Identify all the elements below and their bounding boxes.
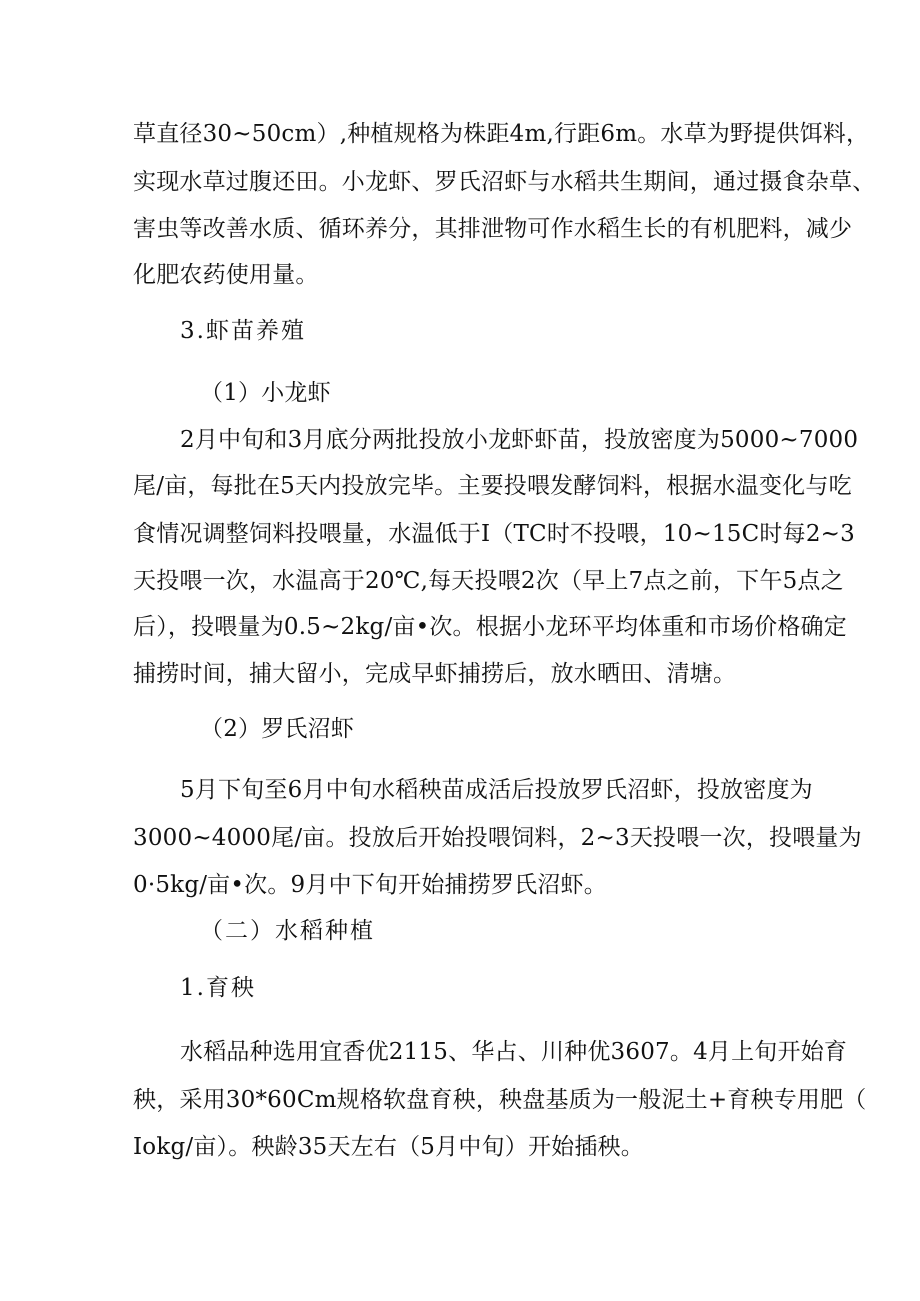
paragraph-2-line-5: 后），投喂量为0.5~2kg/亩•次。根据小龙环平均体重和市场价格确定: [133, 614, 847, 640]
paragraph-2-line-4: 天投喂一次，水温高于20℃,每天投喂2次（早上7点之前，下午5点之: [133, 568, 844, 594]
subheading-crayfish: （1）小龙虾: [200, 380, 331, 406]
paragraph-2-line-6: 捕捞时间，捕大留小，完成早虾捕捞后，放水晒田、清塘。: [133, 661, 737, 687]
paragraph-2-line-1: 2月中旬和3月底分两批投放小龙虾虾苗，投放密度为5000~7000: [180, 427, 859, 453]
paragraph-3-line-2: 3000~4000尾/亩。投放后开始投喂饲料，2~3天投喂一次，投喂量为: [133, 825, 862, 851]
paragraph-1-line-3: 害虫等改善水质、循环养分，其排泄物可作水稻生长的有机肥料，减少: [133, 216, 853, 242]
paragraph-4-line-3: Iokg/亩）。秧龄35天左右（5月中旬）开始插秧。: [133, 1134, 644, 1160]
paragraph-1-line-1: 草直径30~50cm）,种植规格为株距4m,行距6m。水草为野提供饵料，: [133, 121, 870, 147]
paragraph-4-line-1: 水稻品种选用宜香优2115、华占、川种优3607。4月上旬开始育: [180, 1039, 848, 1065]
heading-rice-planting: （二）水稻种植: [200, 918, 375, 944]
paragraph-2-line-3: 食情况调整饲料投喂量，水温低于I（TC时不投喂，10~15C时每2~3: [133, 521, 855, 547]
heading-seedling-raising: 1.育秧: [180, 975, 256, 1001]
paragraph-1-line-2: 实现水草过腹还田。小龙虾、罗氏沼虾与水稻共生期间，通过摄食杂草、: [133, 169, 876, 195]
paragraph-1-line-4: 化肥农药使用量。: [133, 262, 319, 288]
paragraph-3-line-1: 5月下旬至6月中旬水稻秧苗成活后投放罗氏沼虾，投放密度为: [180, 777, 813, 803]
paragraph-3-line-3: 0·5kg/亩•次。9月中下旬开始捕捞罗氏沼虾。: [133, 872, 607, 898]
paragraph-4-line-2: 秧，采用30*60Cm规格软盘育秧，秧盘基质为一般泥土+育秧专用肥（: [133, 1087, 867, 1113]
heading-shrimp-farming: 3.虾苗养殖: [180, 318, 306, 344]
paragraph-2-line-2: 尾/亩，每批在5天内投放完毕。主要投喂发酵饲料，根据水温变化与吃: [133, 473, 852, 499]
subheading-giant-river-prawn: （2）罗氏沼虾: [200, 716, 355, 742]
